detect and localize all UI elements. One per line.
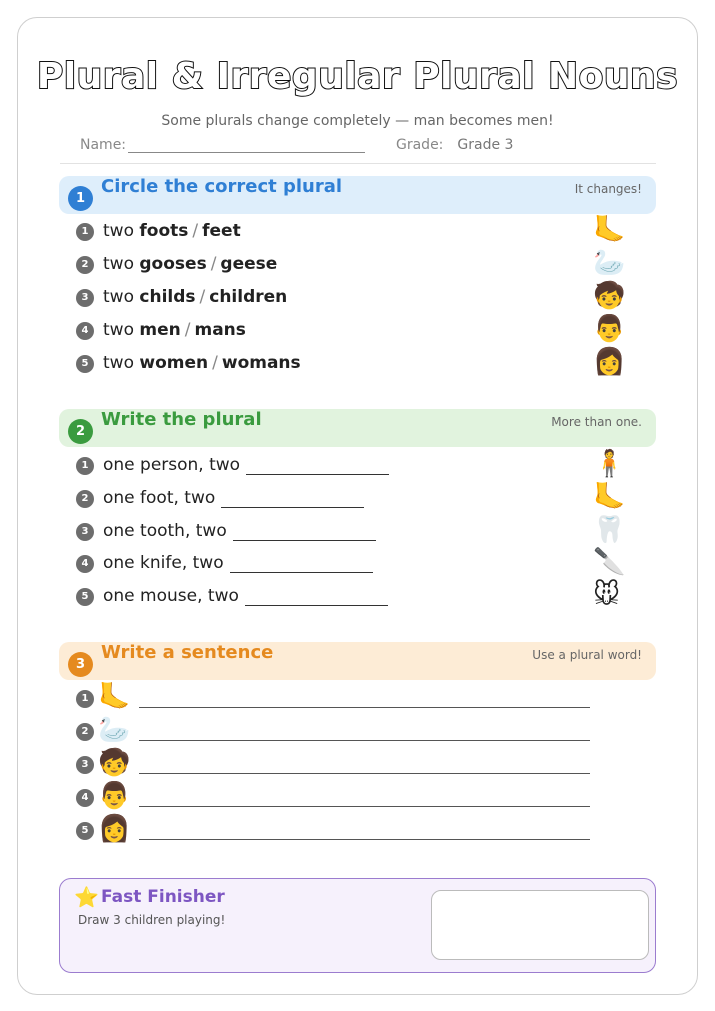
sentence-line[interactable] [139,707,590,708]
item-number: 5 [76,822,94,840]
sentence-row [76,684,596,714]
item-number: 3 [76,756,94,774]
drawing-box[interactable] [431,890,649,960]
answer-blank[interactable] [233,524,376,541]
star-icon: ⭐ [74,885,99,909]
section-1-title: Circle the correct plural [101,176,343,197]
grade-label: Grade: [396,137,444,153]
circle-item [76,353,636,377]
choice-a[interactable]: women [139,353,209,373]
section-2-title: Write the plural [101,409,262,430]
write-item [76,553,636,577]
child-icon: 🧒 [98,748,131,778]
item-number: 4 [76,789,94,807]
section-3-title: Write a sentence [101,642,274,663]
sentence-row [76,717,596,747]
foot-icon: 🦶 [98,682,131,712]
choice-b[interactable]: mans [194,320,246,340]
write-item [76,586,636,610]
section-2-badge: 2 [68,419,93,444]
item-text: one knife, two [103,553,373,573]
tooth-icon: 🦷 [593,515,626,545]
answer-blank[interactable] [246,458,389,475]
answer-blank[interactable] [230,556,373,573]
grade-field [396,137,513,153]
item-text: two foots / feet [103,221,241,241]
answer-blank[interactable] [221,491,364,508]
sentence-row [76,750,596,780]
woman-icon: 👩 [98,814,131,844]
section-3-header [59,642,656,680]
item-number: 3 [76,289,94,307]
child-icon: 🧒 [593,281,626,311]
item-text: one tooth, two [103,521,376,541]
section-1-badge: 1 [68,186,93,211]
item-number: 1 [76,223,94,241]
item-text: one mouse, two [103,586,388,606]
man-icon: 👨 [593,314,626,344]
fast-finisher-title: Fast Finisher [101,887,225,907]
answer-blank[interactable] [245,589,388,606]
name-blank-line[interactable] [128,139,365,153]
man-icon: 👨 [98,781,131,811]
sentence-line[interactable] [139,773,590,774]
circle-item [76,287,636,311]
item-number: 1 [76,690,94,708]
item-number: 4 [76,555,94,573]
mouse-icon: 🐭 [593,580,621,610]
fast-finisher-text: Draw 3 children playing! [78,913,226,927]
name-label: Name: [80,137,127,153]
item-number: 2 [76,256,94,274]
circle-item [76,221,636,245]
choice-b[interactable]: feet [202,221,241,241]
item-text: two childs / children [103,287,288,307]
item-number: 5 [76,588,94,606]
item-number: 3 [76,523,94,541]
fast-finisher-box [59,878,656,973]
knife-icon: 🔪 [593,547,626,577]
item-number: 1 [76,457,94,475]
section-1-header [59,176,656,214]
circle-item [76,320,636,344]
item-text: one foot, two [103,488,364,508]
grade-value: Grade 3 [457,137,514,153]
sentence-row [76,783,596,813]
person-icon: 🧍 [593,449,626,479]
item-number: 2 [76,723,94,741]
sentence-line[interactable] [139,839,590,840]
page-title: Plural & Irregular Plural Nouns [36,56,679,97]
write-item [76,521,636,545]
item-text: two gooses / geese [103,254,278,274]
swan-icon: 🦢 [98,715,131,745]
swan-icon: 🦢 [593,248,626,278]
sentence-line[interactable] [139,806,590,807]
circle-item [76,254,636,278]
choice-b[interactable]: children [209,287,288,307]
choice-a[interactable]: men [139,320,181,340]
choice-b[interactable]: geese [220,254,278,274]
item-number: 4 [76,322,94,340]
woman-icon: 👩 [593,347,626,377]
item-number: 5 [76,355,94,373]
choice-a[interactable]: foots [139,221,189,241]
item-text: two women / womans [103,353,301,373]
sentence-line[interactable] [139,740,590,741]
name-field [80,137,365,153]
write-item [76,488,636,512]
foot-icon: 🦶 [593,482,626,512]
section-3-hint: Use a plural word! [532,648,642,662]
item-number: 2 [76,490,94,508]
item-text: two men / mans [103,320,246,340]
sentence-row [76,816,596,846]
section-2-hint: More than one. [551,415,642,429]
foot-icon: 🦶 [593,215,626,245]
write-item [76,455,636,479]
page-subtitle: Some plurals change completely — man becomes men! [161,113,554,129]
section-3-badge: 3 [68,652,93,677]
choice-a[interactable]: gooses [139,254,207,274]
choice-a[interactable]: childs [139,287,196,307]
choice-b[interactable]: womans [221,353,301,373]
section-1-hint: It changes! [574,182,642,196]
item-text: one person, two [103,455,389,475]
header-divider [60,163,656,164]
section-2-header [59,409,656,447]
